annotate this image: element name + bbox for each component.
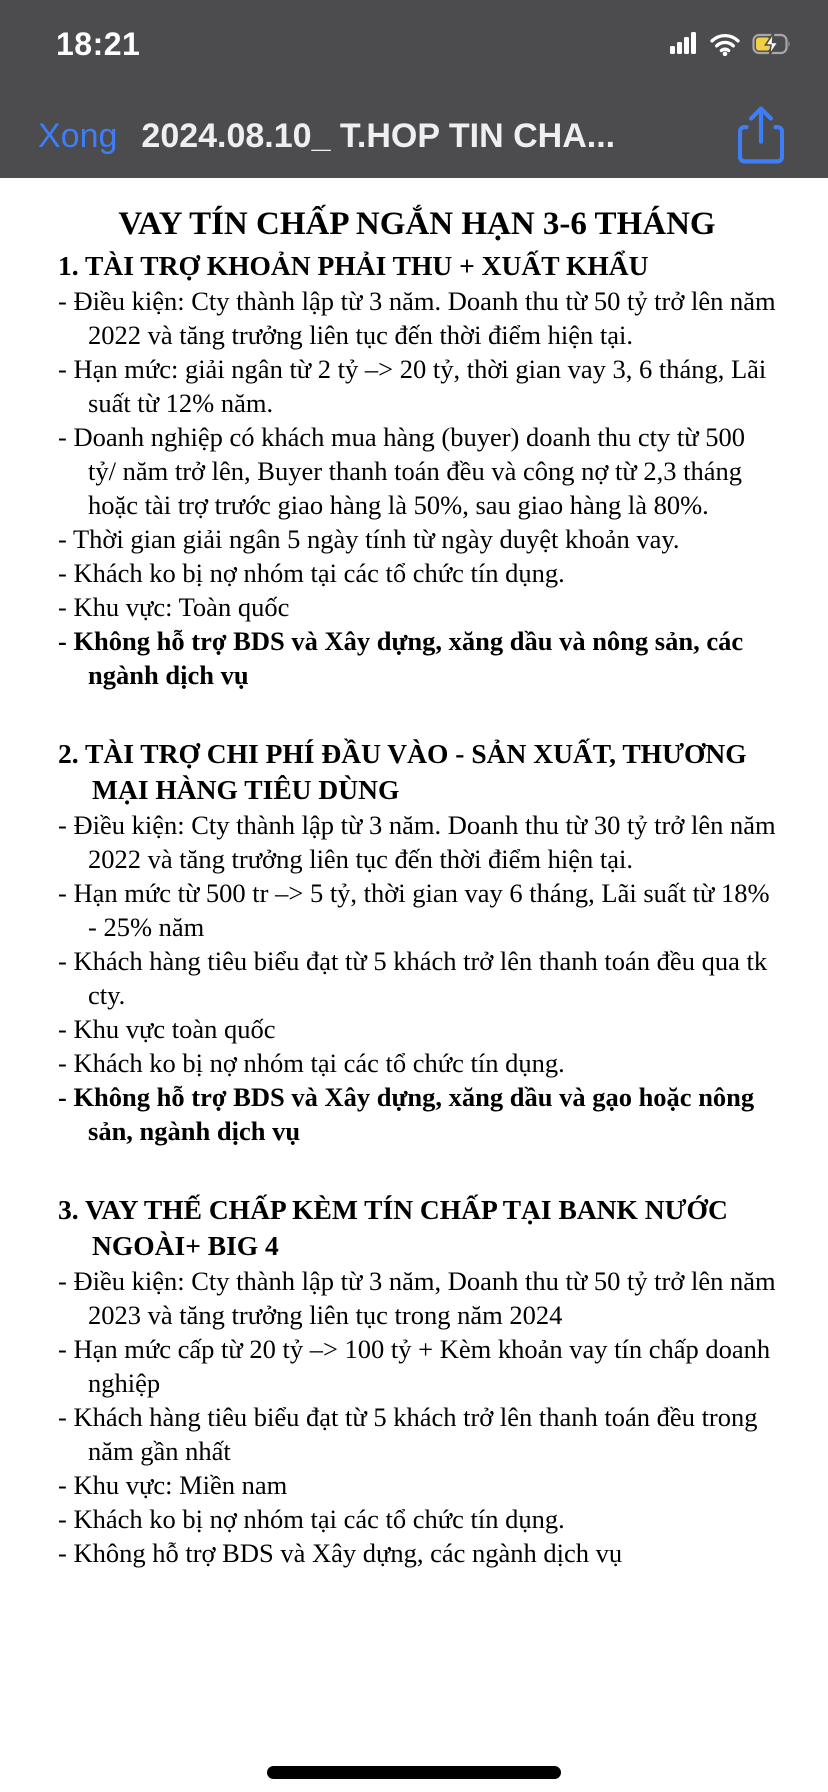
section-item: - Hạn mức từ 500 tr –> 5 tỷ, thời gian vay 6 tháng, Lãi suất từ 18% - 25% năm	[58, 878, 770, 942]
section-item: - Điều kiện: Cty thành lập từ 3 năm, Doanh thu từ 50 tỷ trở lên năm 2023 và tăng trưởng liên tục trong năm 2024	[58, 1266, 776, 1330]
doc-sections	[58, 248, 776, 1570]
section-heading: 3. VAY THẾ CHẤP KÈM TÍN CHẤP TẠI BANK NƯỚC NGOÀI+ BIG 4	[58, 1194, 728, 1261]
doc-section-2	[58, 736, 776, 1148]
status-bar	[0, 20, 828, 68]
section-item: - Không hỗ trợ BDS và Xây dựng, xăng dầu và nông sản, các ngành dịch vụ	[58, 626, 744, 690]
section-item: - Hạn mức: giải ngân từ 2 tỷ –> 20 tỷ, thời gian vay 3, 6 tháng, Lãi suất từ 12% năm.	[58, 354, 767, 418]
section-item: - Hạn mức cấp từ 20 tỷ –> 100 tỷ + Kèm khoản vay tín chấp doanh nghiệp	[58, 1334, 771, 1398]
doc-section-1	[58, 248, 776, 692]
document-viewer[interactable]	[0, 178, 828, 1792]
page-title: VAY TÍN CHẤP NGẮN HẠN 3-6 THÁNG	[118, 206, 716, 242]
section-heading: 1. TÀI TRỢ KHOẢN PHẢI THU + XUẤT KHẨU	[58, 250, 649, 281]
home-indicator[interactable]	[267, 1766, 561, 1779]
wifi-icon	[709, 32, 741, 56]
section-item: - Không hỗ trợ BDS và Xây dựng, các ngành dịch vụ	[58, 1538, 623, 1568]
section-item: - Khu vực: Miền nam	[58, 1470, 288, 1500]
section-item: - Điều kiện: Cty thành lập từ 3 năm. Doanh thu từ 50 tỷ trở lên năm 2022 và tăng trưởng liên tục đến thời điểm hiện tại.	[58, 286, 776, 350]
share-icon	[738, 106, 784, 164]
section-item: - Khách ko bị nợ nhóm tại các tổ chức tín dụng.	[58, 1048, 565, 1078]
section-item: - Không hỗ trợ BDS và Xây dựng, xăng dầu và gạo hoặc nông sản, ngành dịch vụ	[58, 1082, 755, 1146]
section-item: - Khách hàng tiêu biểu đạt từ 5 khách trở lên thanh toán đều trong năm gần nhất	[58, 1402, 758, 1466]
section-item: - Khách ko bị nợ nhóm tại các tổ chức tín dụng.	[58, 558, 565, 588]
share-button[interactable]	[738, 106, 784, 167]
section-item: - Khu vực: Toàn quốc	[58, 592, 290, 622]
section-item: - Điều kiện: Cty thành lập từ 3 năm. Doanh thu từ 30 tỷ trở lên năm 2022 và tăng trưởng liên tục đến thời điểm hiện tại.	[58, 810, 776, 874]
top-header	[0, 0, 828, 178]
status-icons	[670, 32, 794, 56]
clock: 18:21	[56, 25, 141, 62]
nav-bar	[0, 100, 828, 172]
section-item: - Doanh nghiệp có khách mua hàng (buyer) doanh thu cty từ 500 tỷ/ năm trở lên, Buyer thanh toán đều và công nợ từ 2,3 tháng hoặc tài trợ trước giao hàng là 50%, sau giao hàng là 80%.	[58, 422, 745, 520]
document-title-bar: 2024.08.10_ T.HOP TIN CHA...	[141, 116, 616, 155]
section-item: - Khu vực toàn quốc	[58, 1014, 276, 1044]
battery-charging-icon	[752, 32, 794, 56]
signal-icon	[670, 32, 698, 56]
section-item: - Thời gian giải ngân 5 ngày tính từ ngày duyệt khoản vay.	[58, 524, 680, 554]
section-item: - Khách ko bị nợ nhóm tại các tổ chức tín dụng.	[58, 1504, 565, 1534]
section-item: - Khách hàng tiêu biểu đạt từ 5 khách trở lên thanh toán đều qua tk cty.	[58, 946, 768, 1010]
section-heading: 2. TÀI TRỢ CHI PHÍ ĐẦU VÀO - SẢN XUẤT, THƯƠNG MẠI HÀNG TIÊU DÙNG	[58, 738, 747, 805]
doc-section-3	[58, 1192, 776, 1570]
done-button[interactable]: Xong	[38, 116, 118, 155]
